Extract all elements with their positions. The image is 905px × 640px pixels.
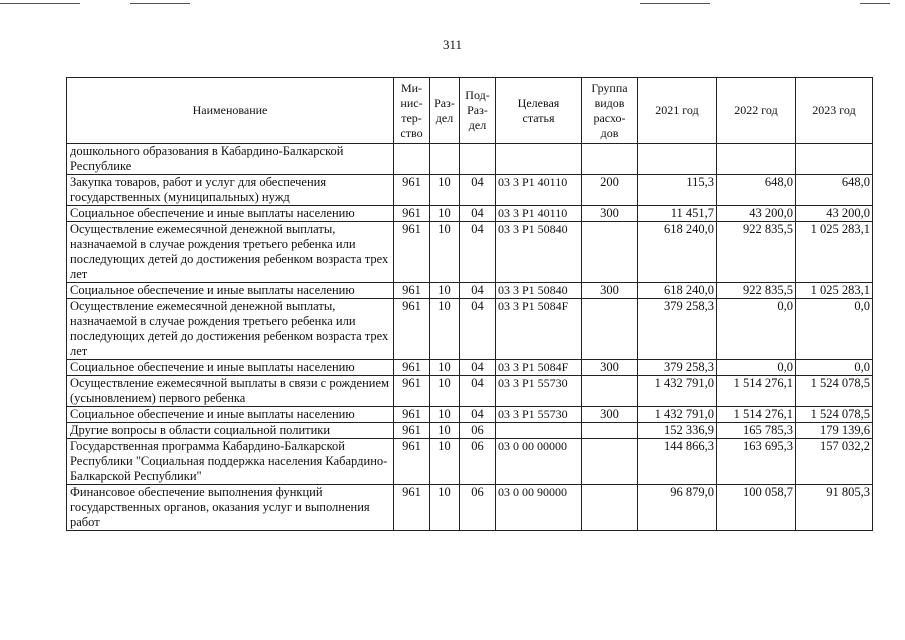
table-row xyxy=(67,175,873,206)
cell-subsection: 04 xyxy=(460,360,496,376)
cell-year-2021: 11 451,7 xyxy=(638,206,717,222)
cell-target-article xyxy=(496,144,582,175)
table-row xyxy=(67,144,873,175)
cell-year-2021: 1 432 791,0 xyxy=(638,407,717,423)
cell-ministry: 961 xyxy=(394,206,430,222)
header-name: Наименование xyxy=(67,78,394,144)
cell-year-2021 xyxy=(638,144,717,175)
header-year-2021: 2021 год xyxy=(638,78,717,144)
cell-name: Осуществление ежемесячной денежной выплаты, назначаемой в случае рождения третьего ребенка или последующих детей до достижения ребенком возраста трех лет xyxy=(67,299,394,360)
cell-target-article: 03 3 P1 55730 xyxy=(496,407,582,423)
cell-year-2022: 1 514 276,1 xyxy=(717,407,796,423)
scan-artifact-line xyxy=(0,3,80,4)
cell-ministry: 961 xyxy=(394,376,430,407)
table-header-row xyxy=(67,78,873,144)
cell-target-article: 03 3 P1 50840 xyxy=(496,283,582,299)
cell-name: дошкольного образования в Кабардино-Балкарской Республике xyxy=(67,144,394,175)
cell-year-2022: 1 514 276,1 xyxy=(717,376,796,407)
page-number: 311 xyxy=(442,37,463,52)
cell-section: 10 xyxy=(430,206,460,222)
cell-section: 10 xyxy=(430,360,460,376)
cell-name: Закупка товаров, работ и услуг для обеспечения государственных (муниципальных) нужд xyxy=(67,175,394,206)
cell-year-2023: 0,0 xyxy=(796,299,873,360)
cell-year-2021: 115,3 xyxy=(638,175,717,206)
cell-ministry: 961 xyxy=(394,299,430,360)
table-row xyxy=(67,407,873,423)
cell-year-2023: 1 524 078,5 xyxy=(796,376,873,407)
cell-expense-group xyxy=(582,485,638,531)
budget-table xyxy=(66,77,873,531)
header-year-2023: 2023 год xyxy=(796,78,873,144)
cell-subsection: 06 xyxy=(460,439,496,485)
cell-year-2023: 648,0 xyxy=(796,175,873,206)
cell-ministry: 961 xyxy=(394,283,430,299)
cell-section: 10 xyxy=(430,222,460,283)
table-row xyxy=(67,283,873,299)
cell-name: Социальное обеспечение и иные выплаты населению xyxy=(67,206,394,222)
table-row xyxy=(67,485,873,531)
cell-ministry: 961 xyxy=(394,439,430,485)
cell-section: 10 xyxy=(430,175,460,206)
cell-expense-group: 300 xyxy=(582,283,638,299)
cell-subsection: 04 xyxy=(460,206,496,222)
cell-target-article: 03 3 P1 50840 xyxy=(496,222,582,283)
cell-expense-group xyxy=(582,423,638,439)
cell-ministry: 961 xyxy=(394,222,430,283)
cell-year-2023: 0,0 xyxy=(796,360,873,376)
cell-expense-group: 300 xyxy=(582,407,638,423)
cell-year-2022: 163 695,3 xyxy=(717,439,796,485)
cell-year-2023 xyxy=(796,144,873,175)
cell-year-2022: 0,0 xyxy=(717,299,796,360)
cell-subsection: 04 xyxy=(460,175,496,206)
cell-section: 10 xyxy=(430,423,460,439)
cell-section: 10 xyxy=(430,283,460,299)
cell-expense-group xyxy=(582,439,638,485)
cell-ministry xyxy=(394,144,430,175)
cell-year-2022: 100 058,7 xyxy=(717,485,796,531)
cell-year-2023: 91 805,3 xyxy=(796,485,873,531)
cell-subsection: 04 xyxy=(460,376,496,407)
cell-target-article xyxy=(496,423,582,439)
cell-target-article: 03 3 P1 5084F xyxy=(496,299,582,360)
cell-expense-group xyxy=(582,376,638,407)
cell-ministry: 961 xyxy=(394,423,430,439)
header-section: Раз- дел xyxy=(430,78,460,144)
cell-target-article: 03 3 P1 40110 xyxy=(496,206,582,222)
scan-artifact-line xyxy=(640,3,710,4)
header-subsection: Под- Раз- дел xyxy=(460,78,496,144)
cell-ministry: 961 xyxy=(394,175,430,206)
cell-subsection: 06 xyxy=(460,485,496,531)
cell-section: 10 xyxy=(430,299,460,360)
table-row xyxy=(67,423,873,439)
cell-year-2023: 179 139,6 xyxy=(796,423,873,439)
cell-year-2023: 1 524 078,5 xyxy=(796,407,873,423)
cell-name: Государственная программа Кабардино-Балкарской Республики "Социальная поддержка населения Кабардино-Балкарской Республики" xyxy=(67,439,394,485)
cell-year-2022: 165 785,3 xyxy=(717,423,796,439)
cell-subsection xyxy=(460,144,496,175)
cell-subsection: 04 xyxy=(460,222,496,283)
cell-name: Социальное обеспечение и иные выплаты населению xyxy=(67,283,394,299)
cell-target-article: 03 3 P1 55730 xyxy=(496,376,582,407)
cell-year-2023: 157 032,2 xyxy=(796,439,873,485)
cell-year-2022: 43 200,0 xyxy=(717,206,796,222)
cell-year-2021: 618 240,0 xyxy=(638,222,717,283)
header-ministry: Ми- нис- тер- ство xyxy=(394,78,430,144)
table-body xyxy=(67,144,873,531)
cell-year-2021: 152 336,9 xyxy=(638,423,717,439)
cell-year-2022: 648,0 xyxy=(717,175,796,206)
cell-year-2022: 0,0 xyxy=(717,360,796,376)
cell-year-2022: 922 835,5 xyxy=(717,222,796,283)
cell-target-article: 03 0 00 00000 xyxy=(496,439,582,485)
cell-name: Другие вопросы в области социальной политики xyxy=(67,423,394,439)
cell-name: Осуществление ежемесячной выплаты в связи с рождением (усыновлением) первого ребенка xyxy=(67,376,394,407)
cell-name: Социальное обеспечение и иные выплаты населению xyxy=(67,360,394,376)
cell-ministry: 961 xyxy=(394,485,430,531)
cell-year-2022 xyxy=(717,144,796,175)
cell-section: 10 xyxy=(430,407,460,423)
cell-year-2021: 144 866,3 xyxy=(638,439,717,485)
cell-name: Социальное обеспечение и иные выплаты населению xyxy=(67,407,394,423)
cell-year-2021: 1 432 791,0 xyxy=(638,376,717,407)
cell-section xyxy=(430,144,460,175)
cell-subsection: 06 xyxy=(460,423,496,439)
table-row xyxy=(67,360,873,376)
cell-expense-group xyxy=(582,222,638,283)
cell-expense-group: 300 xyxy=(582,206,638,222)
table-row xyxy=(67,222,873,283)
cell-year-2021: 379 258,3 xyxy=(638,360,717,376)
cell-expense-group: 300 xyxy=(582,360,638,376)
cell-target-article: 03 3 P1 40110 xyxy=(496,175,582,206)
table-row xyxy=(67,299,873,360)
cell-year-2023: 43 200,0 xyxy=(796,206,873,222)
cell-section: 10 xyxy=(430,485,460,531)
cell-ministry: 961 xyxy=(394,407,430,423)
cell-year-2023: 1 025 283,1 xyxy=(796,283,873,299)
cell-expense-group: 200 xyxy=(582,175,638,206)
cell-name: Осуществление ежемесячной денежной выплаты, назначаемой в случае рождения третьего ребенка или последующих детей до достижения ребенком возраста трех лет xyxy=(67,222,394,283)
header-target-article: Целевая статья xyxy=(496,78,582,144)
cell-year-2021: 96 879,0 xyxy=(638,485,717,531)
cell-target-article: 03 3 P1 5084F xyxy=(496,360,582,376)
table-row xyxy=(67,376,873,407)
cell-subsection: 04 xyxy=(460,283,496,299)
cell-subsection: 04 xyxy=(460,407,496,423)
cell-subsection: 04 xyxy=(460,299,496,360)
cell-section: 10 xyxy=(430,439,460,485)
cell-expense-group xyxy=(582,144,638,175)
cell-year-2022: 922 835,5 xyxy=(717,283,796,299)
cell-expense-group xyxy=(582,299,638,360)
cell-section: 10 xyxy=(430,376,460,407)
header-year-2022: 2022 год xyxy=(717,78,796,144)
scan-artifact-line xyxy=(860,3,890,4)
header-expense-group: Группа видов расхо- дов xyxy=(582,78,638,144)
scan-artifact-line xyxy=(130,3,190,4)
table-row xyxy=(67,439,873,485)
cell-year-2021: 379 258,3 xyxy=(638,299,717,360)
cell-year-2023: 1 025 283,1 xyxy=(796,222,873,283)
table-row xyxy=(67,206,873,222)
cell-year-2021: 618 240,0 xyxy=(638,283,717,299)
cell-target-article: 03 0 00 90000 xyxy=(496,485,582,531)
cell-name: Финансовое обеспечение выполнения функций государственных органов, оказания услуг и выполнения работ xyxy=(67,485,394,531)
cell-ministry: 961 xyxy=(394,360,430,376)
